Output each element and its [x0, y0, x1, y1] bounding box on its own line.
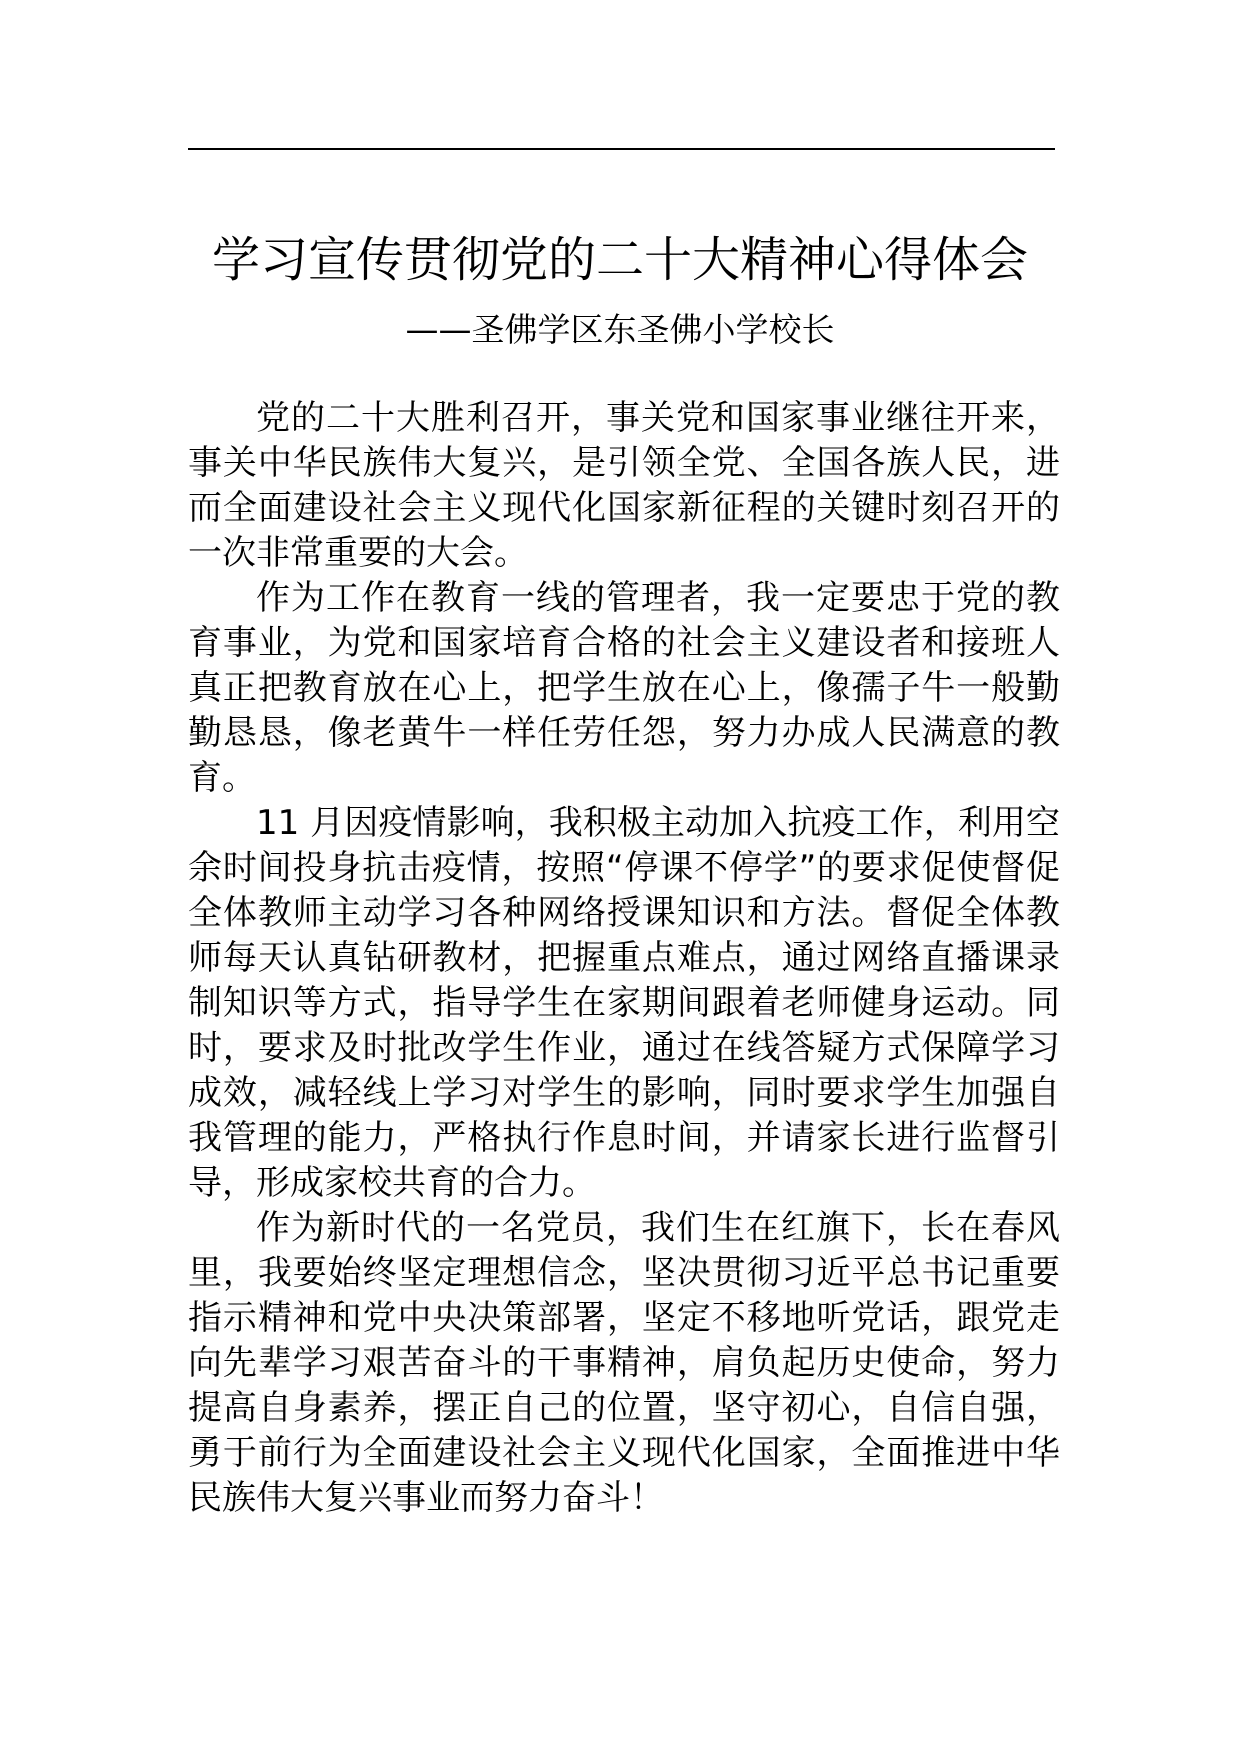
header-rule	[188, 148, 1055, 150]
document-title: 学习宣传贯彻党的二十大精神心得体会	[211, 232, 1028, 288]
paragraph-2: 作为工作在教育一线的管理者，我一定要忠于党的教育事业，为党和国家培育合格的社会主义建设者和接班人真正把教育放在心上，把学生放在心上，像孺子牛一般勤勤恳恳，像老黄牛一样任劳任怨，努力办成人民满意的教育。	[188, 578, 1060, 798]
document-body	[188, 396, 1060, 1521]
paragraph-3: 11 月因疫情影响，我积极主动加入抗疫工作，利用空余时间投身抗击疫情，按照“停课不停学”的要求促使督促全体教师主动学习各种网络授课知识和方法。督促全体教师每天认真钻研教材，把握重点难点，通过网络直播课录制知识等方式，指导学生在家期间跟着老师健身运动。同时，要求及时批改学生作业，通过在线答疑方式保障学习成效，减轻线上学习对学生的影响，同时要求学生加强自我管理的能力，严格执行作息时间，并请家长进行监督引导，形成家校共育的合力。	[188, 803, 1060, 1203]
paragraph-4: 作为新时代的一名党员，我们生在红旗下，长在春风里，我要始终坚定理想信念，坚决贯彻习近平总书记重要指示精神和党中央决策部署，坚定不移地听党话，跟党走向先辈学习艰苦奋斗的干事精神，肩负起历史使命，努力提高自身素养，摆正自己的位置，坚守初心，自信自强，勇于前行为全面建设社会主义现代化国家，全面推进中华民族伟大复兴事业而努力奋斗！	[188, 1208, 1060, 1518]
document-subtitle: ——圣佛学区东圣佛小学校长	[405, 310, 835, 349]
paragraph-1: 党的二十大胜利召开，事关党和国家事业继往开来，事关中华民族伟大复兴，是引领全党、全国各族人民，进而全面建设社会主义现代化国家新征程的关键时刻召开的一次非常重要的大会。	[188, 398, 1060, 573]
